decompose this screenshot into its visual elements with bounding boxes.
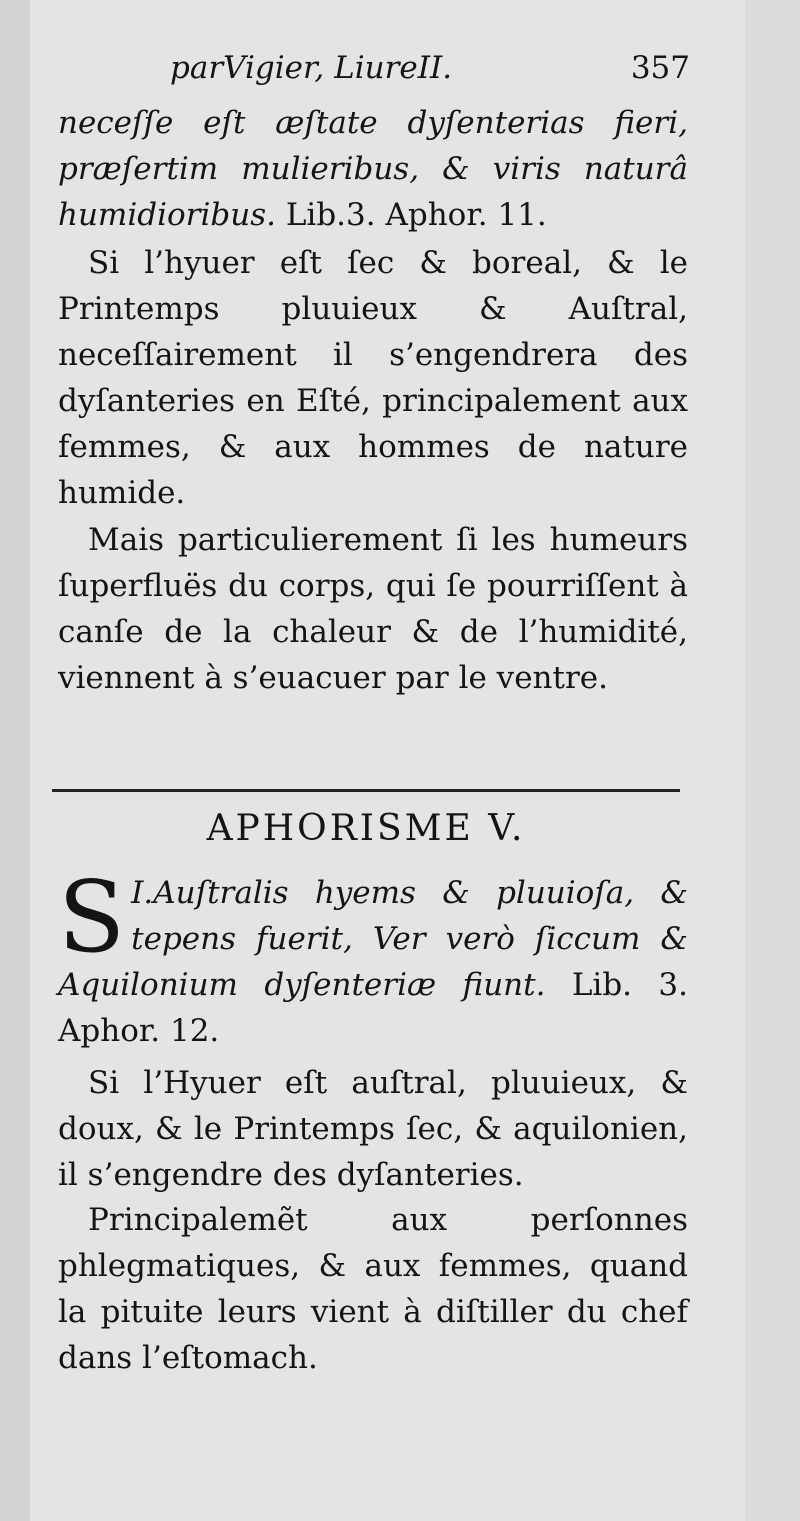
latin-continuation-text: neceſſe eſt æſtate dyſenterias fieri, præſertim mulieribus, & viris naturâ humidioribus. bbox=[58, 105, 688, 233]
latin-continuation bbox=[58, 100, 688, 238]
page-gutter-shadow bbox=[0, 0, 30, 1521]
aphorism-latin bbox=[58, 861, 688, 1054]
latin-continuation-reference: Lib.3. Aphor. 11. bbox=[285, 197, 547, 233]
drop-cap: S bbox=[58, 861, 126, 975]
aphorism-latin-reference: Lib. 3. Aphor. 12. bbox=[58, 967, 688, 1049]
section-divider bbox=[52, 789, 680, 792]
running-head-title: parVigier, LiureII. bbox=[170, 50, 453, 86]
section-heading: APHORISME V. bbox=[206, 808, 526, 849]
page-number: 357 bbox=[630, 50, 690, 86]
page-margin bbox=[745, 0, 800, 1521]
aphorism-french-2: Principalemẽt aux perſonnes phlegmatiques, & aux femmes, quand la pituite leurs vient à diſtiller du chef dans l’eſtomach. bbox=[58, 1202, 688, 1376]
aphorism-latin-text: I.Auſtralis hyems & pluuioſa, & tepens fuerit, Ver verò ſiccum & Aquilonium dyſenteriæ fiunt. bbox=[58, 875, 688, 1003]
french-paragraph-1: Si l’hyuer eſt ſec & boreal, & le Printemps pluuieux & Auſtral, neceſſairement il s’engendrera des dyſanteries en Eſté, principalement aux femmes, & aux hommes de nature humide. bbox=[58, 245, 688, 511]
french-paragraph-2: Mais particulierement ſi les humeurs ſuperfluës du corps, qui ſe pourriſſent à canſe de la chaleur & de l’humidité, viennent à s’euacuer par le ventre. bbox=[58, 522, 688, 696]
aphorism-french-1: Si l’Hyuer eſt auſtral, pluuieux, & doux, & le Printemps ſec, & aquilonien, il s’engendre des dyſanteries. bbox=[58, 1065, 688, 1193]
running-head bbox=[170, 50, 690, 90]
